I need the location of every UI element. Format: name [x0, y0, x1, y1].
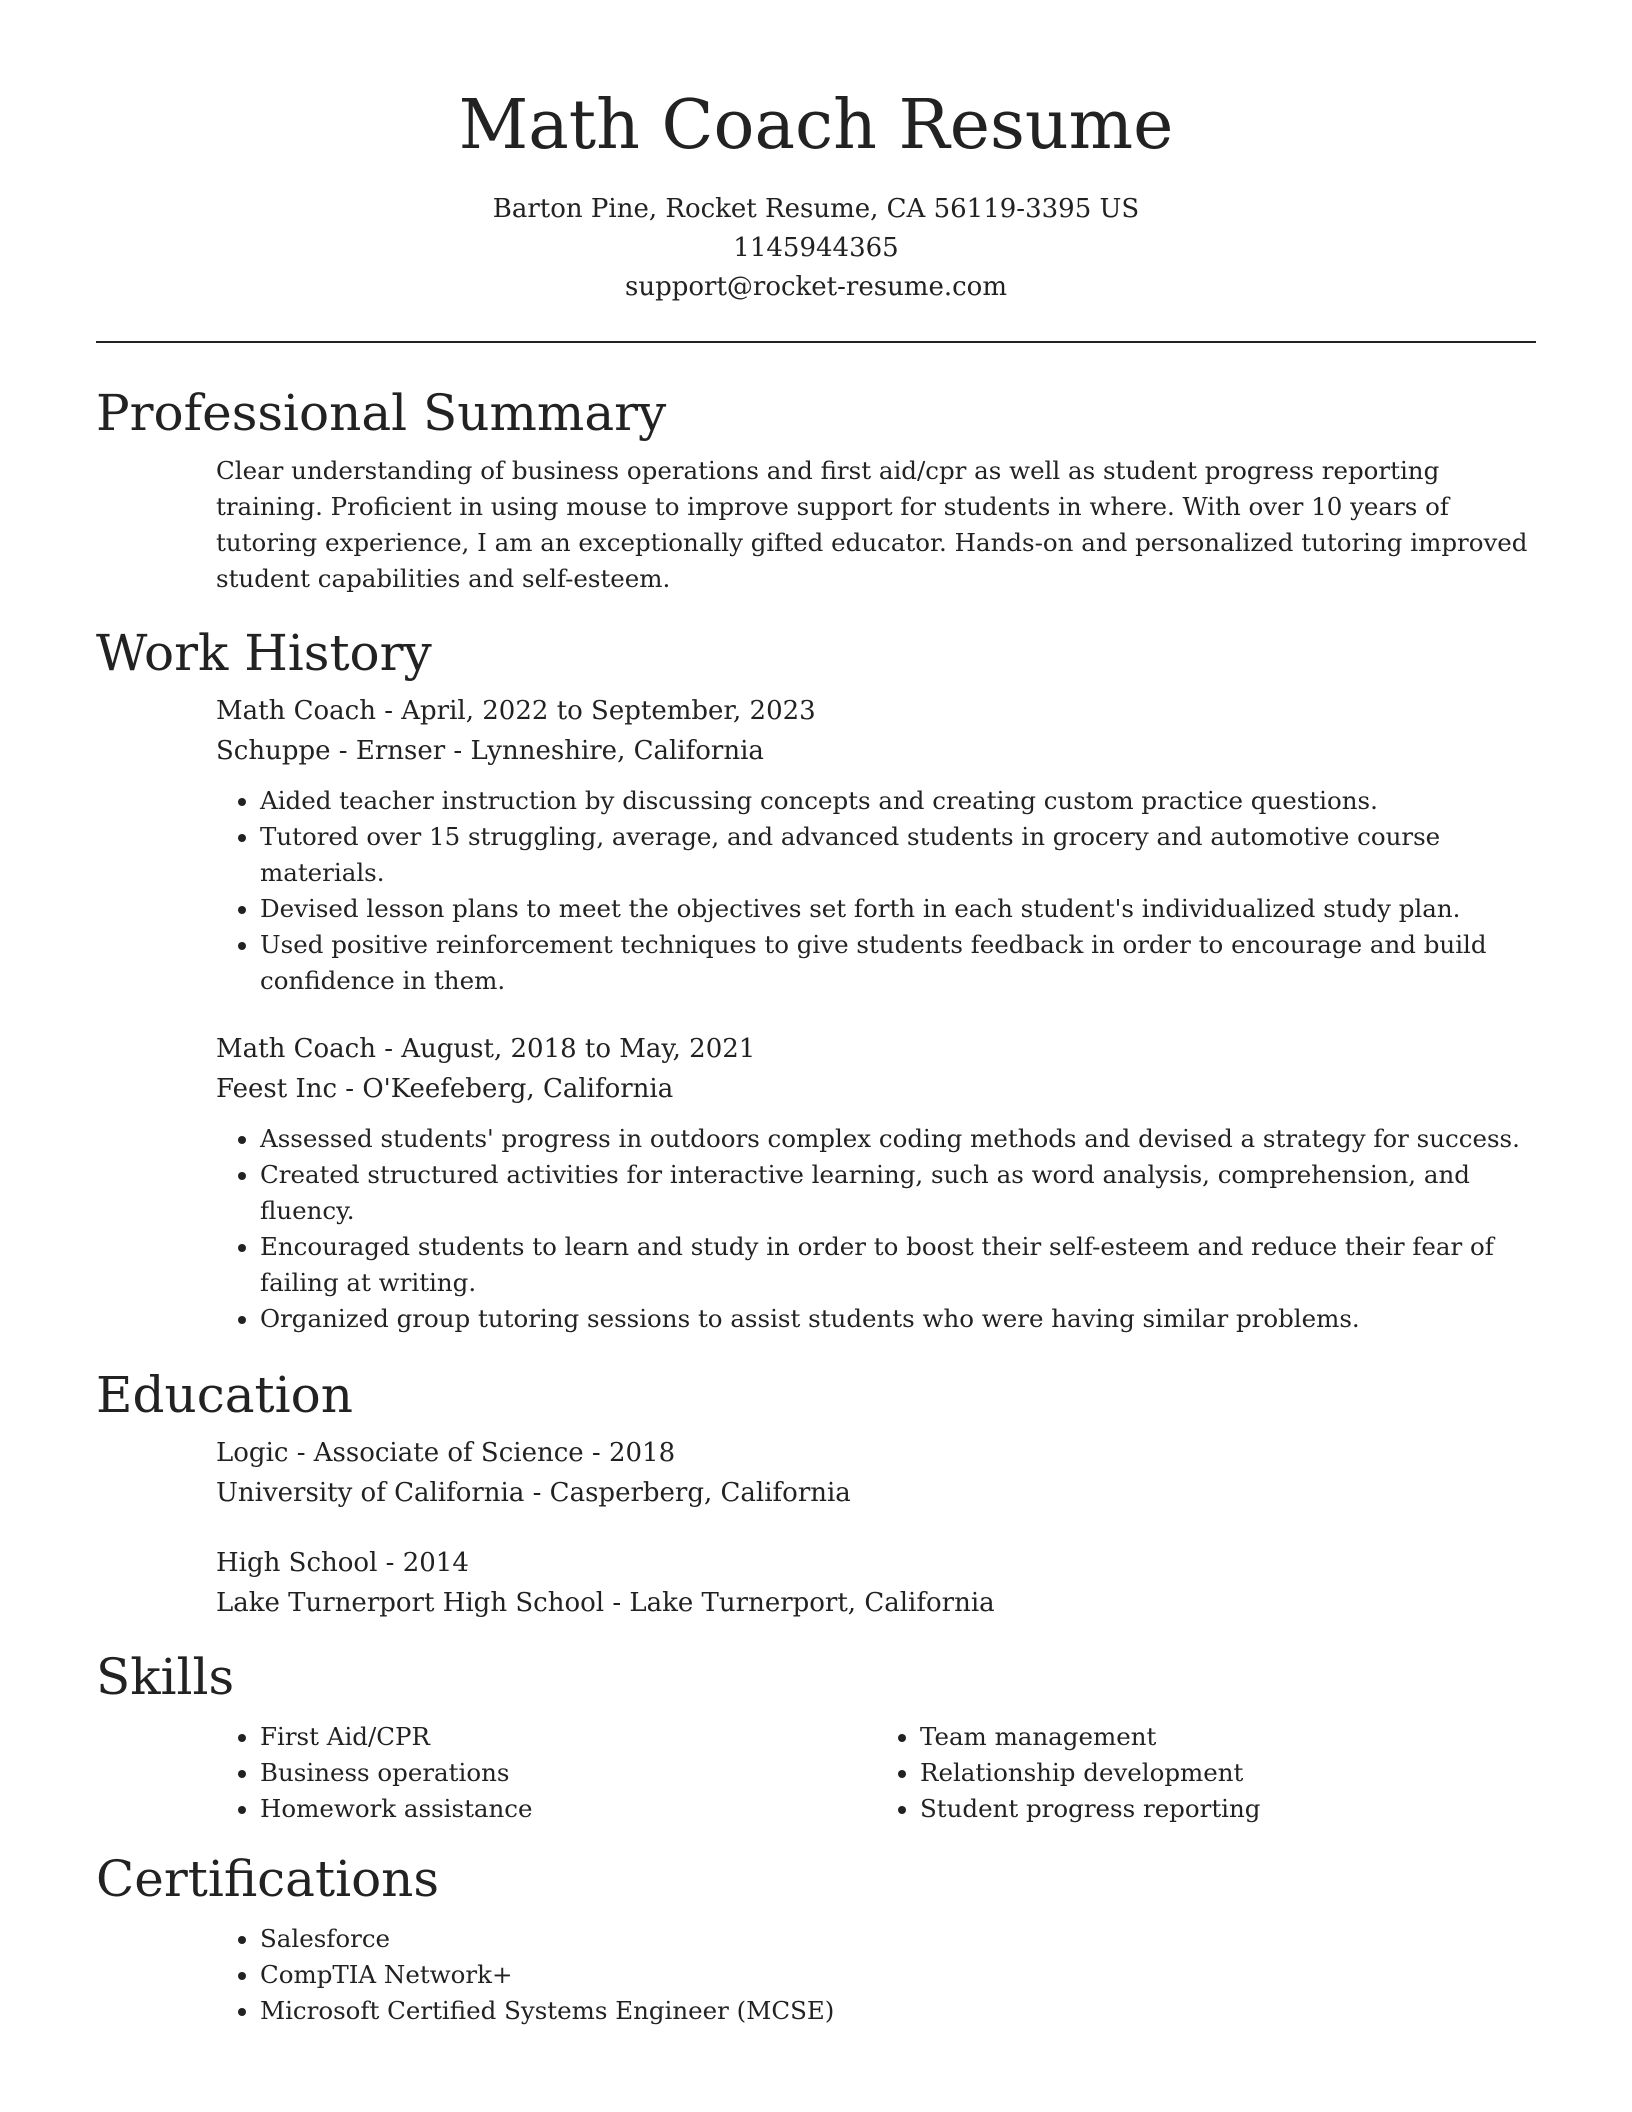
job-title-line: Math Coach - August, 2018 to May, 2021	[216, 1034, 756, 1064]
skill-item: • First Aid/CPR	[260, 1719, 876, 1755]
contact-phone: 1145944365	[733, 233, 899, 263]
skill-item: • Student progress reporting	[920, 1791, 1536, 1827]
job-entry	[216, 1029, 1536, 1337]
job-bullet: • Organized group tutoring sessions to assist students who were having similar problems.	[260, 1301, 1536, 1337]
section-education	[96, 1365, 1536, 1623]
section-title-work: Work History	[96, 624, 432, 682]
skill-item: • Homework assistance	[260, 1791, 876, 1827]
skills-grid	[216, 1719, 1536, 1827]
contact-block	[96, 190, 1536, 307]
skill-item: • Team management	[920, 1719, 1536, 1755]
education-entry	[216, 1543, 1536, 1623]
job-title-line: Math Coach - April, 2022 to September, 2023	[216, 696, 816, 726]
section-title-certifications: Certifications	[96, 1850, 440, 1908]
section-title-skills: Skills	[96, 1648, 235, 1706]
job-bullets	[216, 1121, 1536, 1337]
section-certifications	[96, 1849, 1536, 2029]
education-entry	[216, 1433, 1536, 1513]
section-work-history	[96, 623, 1536, 1337]
resume-header	[96, 0, 1536, 307]
job-bullet: • Devised lesson plans to meet the objectives set forth in each student's individualized study plan.	[260, 891, 1536, 927]
job-company-line: Schuppe - Ernser - Lynneshire, California	[216, 736, 764, 766]
skills-list-right	[876, 1719, 1536, 1827]
education-degree-line: High School - 2014	[216, 1548, 469, 1578]
work-body	[216, 691, 1536, 1337]
header-divider	[96, 341, 1536, 343]
skills-body	[216, 1719, 1536, 1827]
job-bullet: • Aided teacher instruction by discussing concepts and creating custom practice questions.	[260, 783, 1536, 819]
certification-item: • Salesforce	[260, 1921, 1536, 1957]
job-bullet: • Encouraged students to learn and study in order to boost their self-esteem and reduce their fear of failing at writing.	[260, 1229, 1536, 1301]
job-bullet: • Used positive reinforcement techniques to give students feedback in order to encourage and build confidence in them.	[260, 927, 1536, 999]
contact-address: Barton Pine, Rocket Resume, CA 56119-3395 US	[492, 194, 1140, 224]
certifications-list	[216, 1921, 1536, 2029]
summary-text: Clear understanding of business operations and first aid/cpr as well as student progress reporting training. Proficient in using mouse to improve support for students in where. With over 10 years of tutoring experience, I am an exceptionally gifted educator. Hands-on and personalized tutoring improved student capabilities and self-esteem.	[216, 456, 1528, 593]
section-title-education: Education	[96, 1366, 353, 1424]
education-school-line: University of California - Casperberg, California	[216, 1478, 851, 1508]
skills-list-left	[216, 1719, 876, 1827]
certification-item: • CompTIA Network+	[260, 1957, 1536, 1993]
education-body	[216, 1433, 1536, 1623]
section-title-summary: Professional Summary	[96, 384, 667, 442]
job-bullets	[216, 783, 1536, 999]
job-bullet: • Tutored over 15 struggling, average, and advanced students in grocery and automotive course materials.	[260, 819, 1536, 891]
contact-email: support@rocket-resume.com	[624, 272, 1007, 302]
skill-item: • Business operations	[260, 1755, 876, 1791]
section-skills	[96, 1647, 1536, 1827]
job-bullet: • Assessed students' progress in outdoors complex coding methods and devised a strategy for success.	[260, 1121, 1536, 1157]
skill-item: • Relationship development	[920, 1755, 1536, 1791]
certification-item: • Microsoft Certified Systems Engineer (MCSE)	[260, 1993, 1536, 2029]
certifications-body	[216, 1921, 1536, 2029]
education-school-line: Lake Turnerport High School - Lake Turnerport, California	[216, 1588, 995, 1618]
resume-title: Math Coach Resume	[458, 86, 1174, 165]
job-bullet: • Created structured activities for interactive learning, such as word analysis, comprehension, and fluency.	[260, 1157, 1536, 1229]
job-company-line: Feest Inc - O'Keefeberg, California	[216, 1074, 674, 1104]
section-summary	[96, 383, 1536, 597]
job-entry	[216, 691, 1536, 999]
education-degree-line: Logic - Associate of Science - 2018	[216, 1438, 676, 1468]
